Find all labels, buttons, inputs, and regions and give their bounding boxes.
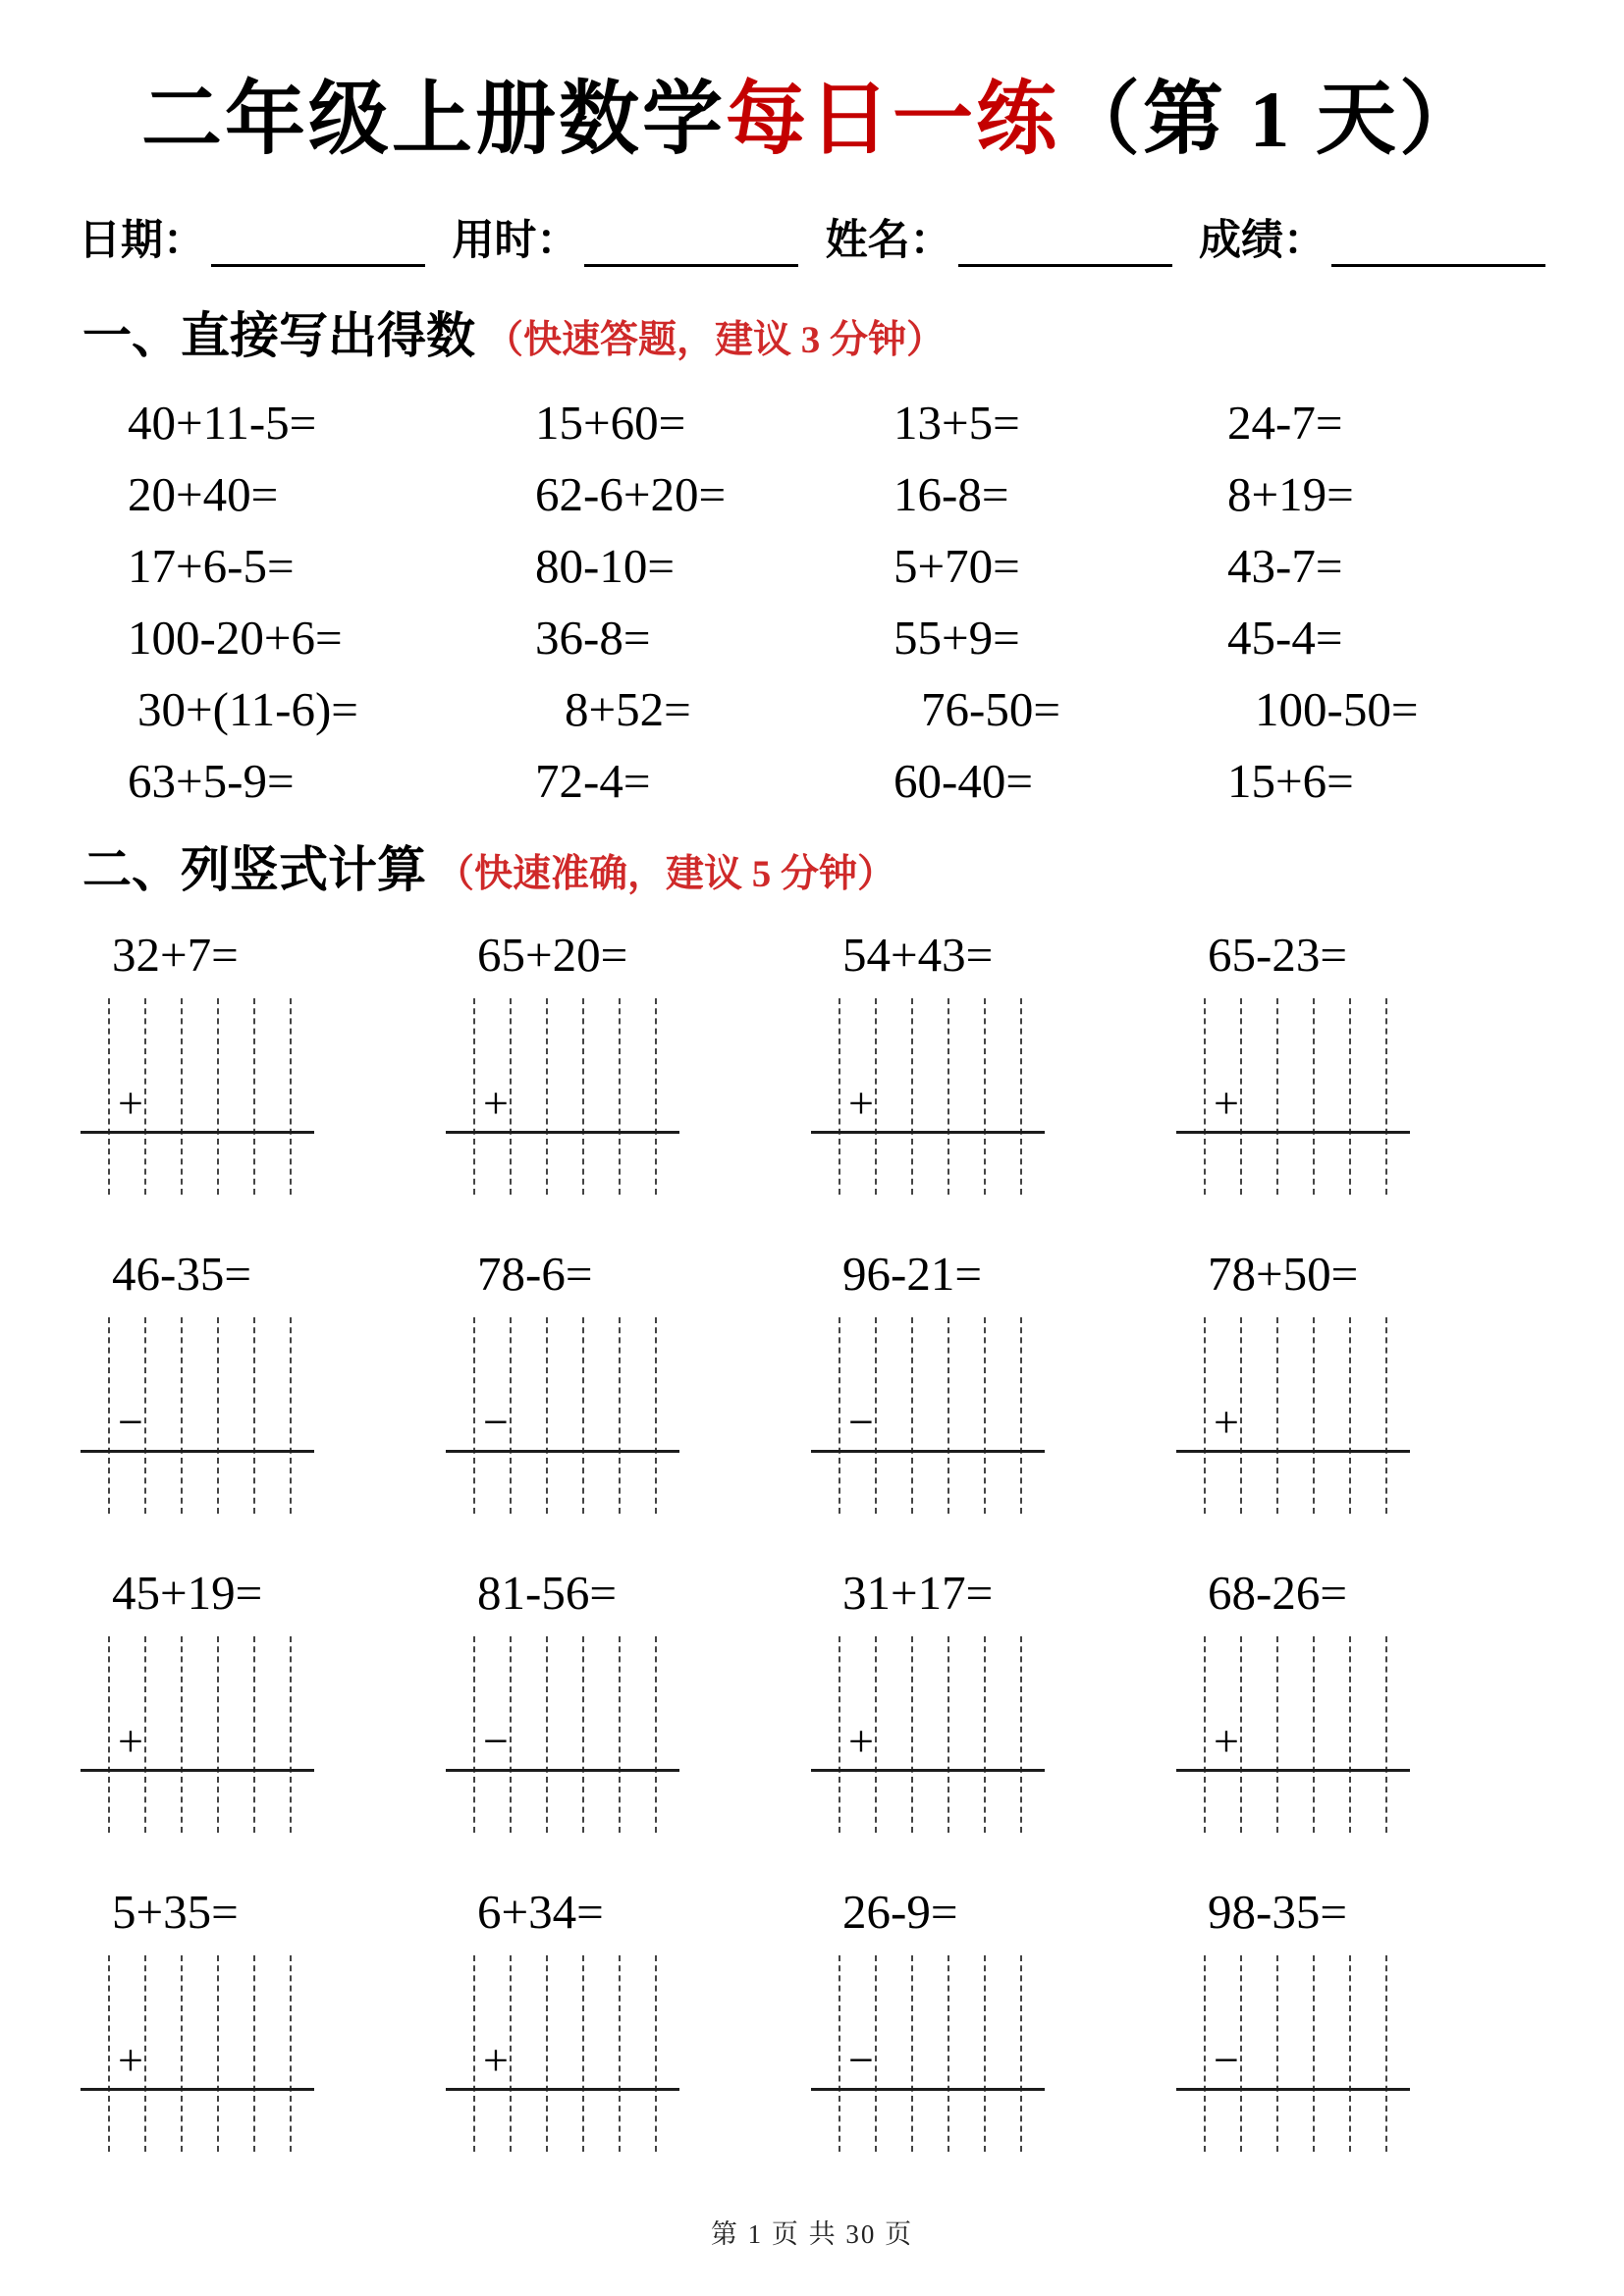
answer-line [446, 1450, 679, 1453]
operator-sign: − [483, 1397, 509, 1447]
place-value-guide-line [1020, 1955, 1022, 2152]
vertical-problem [450, 1565, 815, 1833]
vertical-problem [1180, 1565, 1545, 1833]
place-value-guide-line [619, 1955, 621, 2152]
place-value-guide-line [546, 1636, 548, 1833]
section1-hint: （快速答题，建议 3 分钟） [485, 319, 946, 361]
problem: 100-50= [1255, 682, 1419, 736]
place-value-guide-line [839, 1317, 840, 1514]
problem: 17+6-5= [128, 539, 295, 593]
problem-label: 78-6= [477, 1247, 593, 1301]
title-suffix: （第 1 天） [1059, 75, 1484, 164]
place-value-guide-line [1240, 1955, 1242, 2152]
place-value-guide-line [875, 1317, 877, 1514]
place-value-guide-line [253, 1955, 255, 2152]
place-value-guide-line [473, 1317, 475, 1514]
date-label: 日期： [79, 218, 205, 264]
place-value-guide-line [655, 998, 657, 1195]
problem: 80-10= [535, 539, 675, 593]
answer-line [81, 1769, 314, 1772]
field-name [826, 207, 1172, 267]
vertical-problem [450, 1246, 815, 1514]
field-score [1199, 207, 1545, 267]
place-value-guide-line [217, 998, 219, 1195]
problem: 62-6+20= [535, 467, 727, 521]
problem: 36-8= [535, 611, 651, 665]
place-value-guide-line [1313, 1955, 1315, 2152]
place-value-guide-line [253, 998, 255, 1195]
place-value-guide-line [546, 1955, 548, 2152]
place-value-guide-line [473, 998, 475, 1195]
place-value-guide-line [1276, 998, 1278, 1195]
place-value-guide-line [582, 1636, 584, 1833]
place-value-guide-line [875, 1636, 877, 1833]
place-value-guide-line [181, 1955, 183, 2152]
vertical-problems-grid [79, 927, 1545, 2203]
section1-title: 一、直接写出得数 [82, 308, 475, 363]
place-value-guide-line [473, 1636, 475, 1833]
problem: 5+70= [893, 539, 1020, 593]
problem-label: 98-35= [1208, 1885, 1347, 1939]
problem: 60-40= [893, 754, 1033, 808]
problem-label: 96-21= [842, 1247, 982, 1301]
vertical-problem [84, 1565, 450, 1833]
place-value-guide-line [108, 1317, 110, 1514]
section1-heading [82, 296, 1545, 367]
place-value-guide-line [290, 1955, 292, 2152]
problem: 100-20+6= [128, 611, 343, 665]
place-value-guide-line [546, 1317, 548, 1514]
problem-label: 81-56= [477, 1566, 617, 1620]
place-value-guide-line [108, 1636, 110, 1833]
name-label: 姓名： [825, 218, 952, 264]
place-value-guide-line [582, 998, 584, 1195]
place-value-guide-line [144, 998, 146, 1195]
column-calc-template [454, 1636, 676, 1833]
place-value-guide-line [984, 1317, 986, 1514]
place-value-guide-line [181, 998, 183, 1195]
place-value-guide-line [839, 1955, 840, 2152]
field-time-used [452, 207, 798, 267]
place-value-guide-line [510, 1317, 512, 1514]
place-value-guide-line [290, 998, 292, 1195]
place-value-guide-line [619, 1317, 621, 1514]
column-calc-template [454, 998, 676, 1195]
vertical-problem [84, 1884, 450, 2152]
place-value-guide-line [1020, 998, 1022, 1195]
place-value-guide-line [108, 1955, 110, 2152]
column-calc-template [1184, 1955, 1406, 2152]
place-value-guide-line [510, 1955, 512, 2152]
place-value-guide-line [875, 1955, 877, 2152]
answer-line [1176, 1450, 1410, 1453]
place-value-guide-line [1313, 998, 1315, 1195]
column-calc-template [1184, 998, 1406, 1195]
place-value-guide-line [253, 1636, 255, 1833]
section2-heading [82, 830, 1545, 901]
operator-sign: + [483, 1078, 509, 1128]
answer-line [1176, 1131, 1410, 1134]
answer-line [811, 1450, 1045, 1453]
problem: 16-8= [893, 467, 1009, 521]
problem: 15+60= [535, 396, 686, 450]
operator-sign: + [848, 1716, 874, 1766]
operator-sign: − [848, 1397, 874, 1447]
column-calc-template [819, 1317, 1041, 1514]
column-calc-template [819, 1955, 1041, 2152]
place-value-guide-line [473, 1955, 475, 2152]
title-highlight: 每日一练 [725, 75, 1059, 164]
operator-sign: − [118, 1397, 143, 1447]
vertical-problem [1180, 1246, 1545, 1514]
problem: 43-7= [1227, 539, 1343, 593]
place-value-guide-line [839, 998, 840, 1195]
place-value-guide-line [582, 1317, 584, 1514]
column-calc-template [1184, 1317, 1406, 1514]
score-label: 成绩： [1198, 218, 1326, 264]
vertical-problem [450, 1884, 815, 2152]
problem: 63+5-9= [128, 754, 295, 808]
place-value-guide-line [1204, 1955, 1206, 2152]
place-value-guide-line [947, 1317, 949, 1514]
operator-sign: + [118, 1078, 143, 1128]
place-value-guide-line [290, 1636, 292, 1833]
answer-line [811, 1131, 1045, 1134]
place-value-guide-line [181, 1636, 183, 1833]
operator-sign: + [1214, 1078, 1239, 1128]
place-value-guide-line [984, 998, 986, 1195]
place-value-guide-line [1349, 1317, 1351, 1514]
answer-line [81, 1450, 314, 1453]
name-blank-line [958, 222, 1172, 267]
place-value-guide-line [1240, 998, 1242, 1195]
vertical-problem [450, 927, 815, 1195]
vertical-problem [1180, 1884, 1545, 2152]
place-value-guide-line [1385, 998, 1387, 1195]
column-calc-template [819, 998, 1041, 1195]
problem: 8+52= [565, 682, 691, 736]
vertical-problem [84, 927, 450, 1195]
problem: 15+6= [1227, 754, 1354, 808]
problem: 13+5= [893, 396, 1020, 450]
place-value-guide-line [1385, 1955, 1387, 2152]
problem: 55+9= [893, 611, 1020, 665]
place-value-guide-line [911, 998, 913, 1195]
place-value-guide-line [655, 1636, 657, 1833]
place-value-guide-line [947, 998, 949, 1195]
problem: 76-50= [921, 682, 1060, 736]
answer-line [81, 2088, 314, 2091]
problem-label: 65-23= [1208, 928, 1347, 982]
page-title [79, 55, 1545, 170]
operator-sign: + [118, 1716, 143, 1766]
answer-line [446, 2088, 679, 2091]
operator-sign: + [483, 2035, 509, 2085]
oral-problems-grid [79, 387, 1545, 817]
problem-label: 65+20= [477, 928, 628, 982]
place-value-guide-line [1204, 998, 1206, 1195]
place-value-guide-line [510, 1636, 512, 1833]
answer-line [1176, 2088, 1410, 2091]
problem-label: 54+43= [842, 928, 994, 982]
place-value-guide-line [1349, 1955, 1351, 2152]
time-used-label: 用时： [452, 218, 579, 264]
problem-label: 68-26= [1208, 1566, 1347, 1620]
problem: 72-4= [535, 754, 651, 808]
place-value-guide-line [947, 1636, 949, 1833]
column-calc-template [88, 1636, 310, 1833]
problem: 40+11-5= [128, 396, 317, 450]
place-value-guide-line [1385, 1317, 1387, 1514]
place-value-guide-line [1204, 1317, 1206, 1514]
answer-line [811, 1769, 1045, 1772]
place-value-guide-line [582, 1955, 584, 2152]
operator-sign: + [848, 1078, 874, 1128]
place-value-guide-line [1276, 1636, 1278, 1833]
place-value-guide-line [217, 1955, 219, 2152]
place-value-guide-line [144, 1955, 146, 2152]
column-calc-template [88, 1955, 310, 2152]
place-value-guide-line [655, 1955, 657, 2152]
problem: 24-7= [1227, 396, 1343, 450]
vertical-problem [815, 1565, 1180, 1833]
score-blank-line [1331, 222, 1545, 267]
section2-title: 二、列竖式计算 [82, 842, 426, 897]
operator-sign: − [483, 1716, 509, 1766]
problem: 45-4= [1227, 611, 1343, 665]
column-calc-template [88, 998, 310, 1195]
column-calc-template [454, 1317, 676, 1514]
place-value-guide-line [911, 1955, 913, 2152]
vertical-problem [815, 1246, 1180, 1514]
column-calc-template [1184, 1636, 1406, 1833]
column-calc-template [454, 1955, 676, 2152]
place-value-guide-line [1313, 1636, 1315, 1833]
place-value-guide-line [947, 1955, 949, 2152]
place-value-guide-line [1020, 1636, 1022, 1833]
vertical-problem [1180, 927, 1545, 1195]
place-value-guide-line [619, 998, 621, 1195]
section2-hint: （快速准确，建议 5 分钟） [436, 853, 896, 895]
problem-label: 31+17= [842, 1566, 994, 1620]
header-fields [79, 207, 1545, 267]
vertical-problem [815, 1884, 1180, 2152]
answer-line [811, 2088, 1045, 2091]
problem-label: 26-9= [842, 1885, 958, 1939]
place-value-guide-line [1240, 1636, 1242, 1833]
place-value-guide-line [290, 1317, 292, 1514]
place-value-guide-line [253, 1317, 255, 1514]
place-value-guide-line [655, 1317, 657, 1514]
answer-line [81, 1131, 314, 1134]
title-prefix: 二年级上册数学 [140, 75, 726, 164]
problem-label: 78+50= [1208, 1247, 1359, 1301]
date-blank-line [211, 222, 425, 267]
place-value-guide-line [217, 1636, 219, 1833]
page-number: 第 1 页 共 30 页 [710, 2219, 914, 2249]
operator-sign: − [1214, 2035, 1239, 2085]
problem-label: 46-35= [112, 1247, 251, 1301]
place-value-guide-line [1385, 1636, 1387, 1833]
place-value-guide-line [510, 998, 512, 1195]
field-date [79, 207, 425, 267]
place-value-guide-line [619, 1636, 621, 1833]
operator-sign: + [1214, 1716, 1239, 1766]
problem-label: 6+34= [477, 1885, 604, 1939]
operator-sign: + [118, 2035, 143, 2085]
problem-label: 5+35= [112, 1885, 239, 1939]
problem: 30+(11-6)= [137, 682, 358, 736]
place-value-guide-line [546, 998, 548, 1195]
place-value-guide-line [1204, 1636, 1206, 1833]
place-value-guide-line [1240, 1317, 1242, 1514]
place-value-guide-line [144, 1636, 146, 1833]
place-value-guide-line [217, 1317, 219, 1514]
place-value-guide-line [875, 998, 877, 1195]
place-value-guide-line [181, 1317, 183, 1514]
problem-label: 32+7= [112, 928, 239, 982]
time-used-blank-line [584, 222, 798, 267]
place-value-guide-line [1020, 1317, 1022, 1514]
vertical-problem [84, 1246, 450, 1514]
place-value-guide-line [911, 1636, 913, 1833]
place-value-guide-line [1349, 998, 1351, 1195]
vertical-problem [815, 927, 1180, 1195]
problem: 8+19= [1227, 467, 1354, 521]
place-value-guide-line [1276, 1955, 1278, 2152]
place-value-guide-line [839, 1636, 840, 1833]
place-value-guide-line [1276, 1317, 1278, 1514]
problem: 20+40= [128, 467, 279, 521]
place-value-guide-line [984, 1636, 986, 1833]
answer-line [1176, 1769, 1410, 1772]
place-value-guide-line [911, 1317, 913, 1514]
column-calc-template [819, 1636, 1041, 1833]
column-calc-template [88, 1317, 310, 1514]
place-value-guide-line [108, 998, 110, 1195]
answer-line [446, 1131, 679, 1134]
place-value-guide-line [1349, 1636, 1351, 1833]
place-value-guide-line [984, 1955, 986, 2152]
place-value-guide-line [144, 1317, 146, 1514]
answer-line [446, 1769, 679, 1772]
operator-sign: − [848, 2035, 874, 2085]
operator-sign: + [1214, 1397, 1239, 1447]
place-value-guide-line [1313, 1317, 1315, 1514]
problem-label: 45+19= [112, 1566, 263, 1620]
